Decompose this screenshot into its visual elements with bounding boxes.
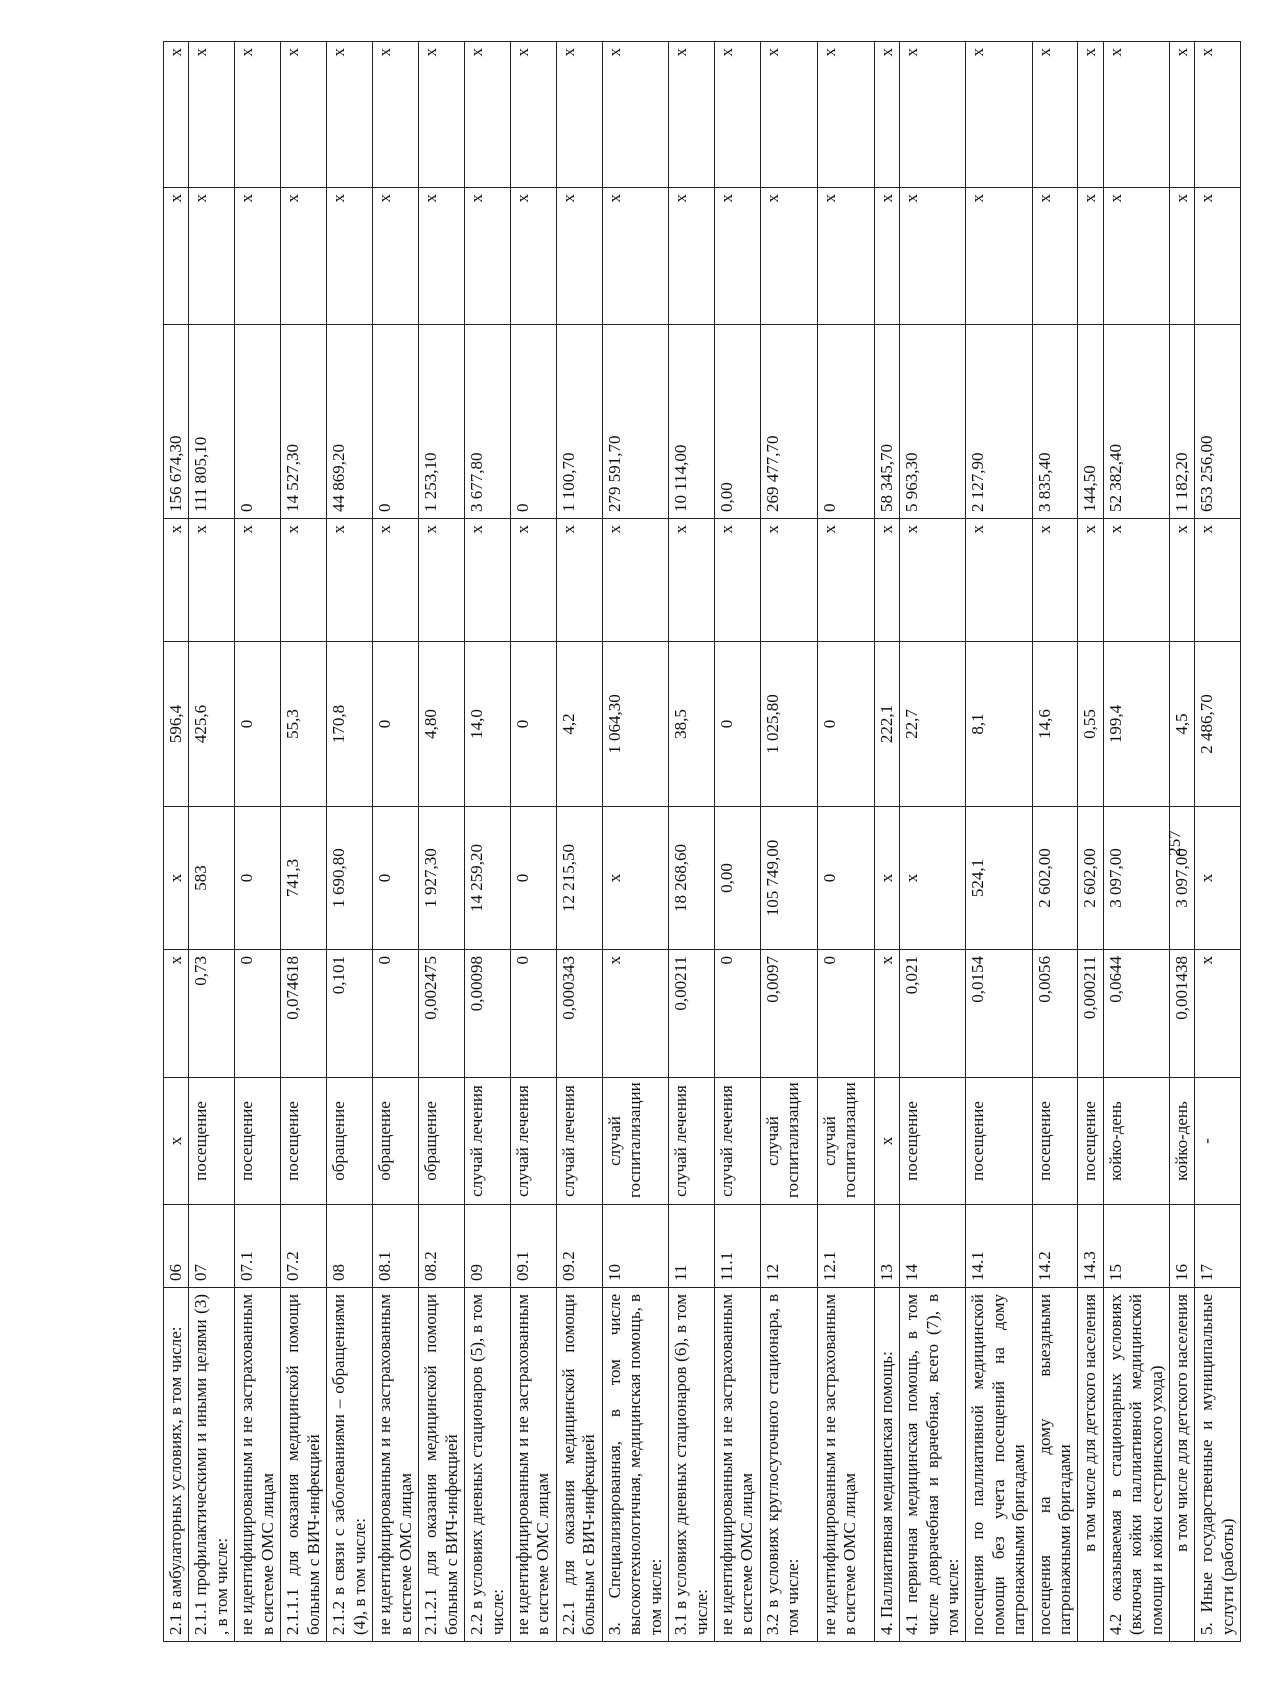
row-name-cell: 4.2 оказываемая в стационарных условиях (включая койки паллиативной медицинской помощи и койки сестринского ухода): [1103, 1288, 1169, 1642]
value-cell-c4: 0,101: [327, 950, 373, 1078]
value-cell-c5: 3 097,00: [1103, 807, 1169, 950]
value-cell-c6: 14,6: [1032, 642, 1078, 807]
row-name-cell: 2.2 в условиях дневных стационаров (5), в том числе:: [465, 1288, 511, 1642]
value-cell-c7: х: [817, 519, 874, 642]
value-cell-c4: 0,0644: [1103, 950, 1169, 1078]
row-name-cell: не идентифицированным и не застрахованным в системе ОМС лицам: [817, 1288, 874, 1642]
value-cell-c8: 0: [817, 325, 874, 519]
value-cell-c9: х: [760, 188, 817, 325]
value-cell-c9: х: [327, 188, 373, 325]
table-row: [714, 42, 760, 1642]
table-row: [874, 42, 899, 1642]
row-unit-cell: -: [1195, 1078, 1241, 1205]
value-cell-c4: 0: [235, 950, 281, 1078]
value-cell-c5: 105 749,00: [760, 807, 817, 950]
value-cell-c10: х: [510, 42, 556, 188]
value-cell-c9: х: [189, 188, 235, 325]
row-code-cell: 07.1: [235, 1205, 281, 1288]
table-row: [235, 42, 281, 1642]
value-cell-c10: х: [602, 42, 668, 188]
value-cell-c6: 22,7: [900, 642, 966, 807]
value-cell-c8: 144,50: [1078, 325, 1103, 519]
value-cell-c8: 5 963,30: [900, 325, 966, 519]
value-cell-c4: 0,0056: [1032, 950, 1078, 1078]
row-name-cell: 3. Специализированная, в том числе высокотехнологичная, медицинская помощь, в том числе:: [602, 1288, 668, 1642]
table-row: [465, 42, 511, 1642]
value-cell-c9: х: [602, 188, 668, 325]
row-code-cell: 07: [189, 1205, 235, 1288]
value-cell-c9: х: [900, 188, 966, 325]
value-cell-c9: х: [817, 188, 874, 325]
value-cell-c5: 0: [510, 807, 556, 950]
row-name-cell: не идентифицированным и не застрахованным в системе ОМС лицам: [714, 1288, 760, 1642]
table-row: [900, 42, 966, 1642]
value-cell-c5: 2 602,00: [1078, 807, 1103, 950]
value-cell-c6: 0: [373, 642, 419, 807]
row-name-cell: 3.1 в условиях дневных стационаров (6), в том числе:: [669, 1288, 715, 1642]
value-cell-c7: х: [235, 519, 281, 642]
value-cell-c4: 0,73: [189, 950, 235, 1078]
row-unit-cell: посещение: [281, 1078, 327, 1205]
value-cell-c7: х: [714, 519, 760, 642]
value-cell-c6: 170,8: [327, 642, 373, 807]
value-cell-c6: 55,3: [281, 642, 327, 807]
row-code-cell: 08.2: [419, 1205, 465, 1288]
value-cell-c8: 156 674,30: [164, 325, 189, 519]
table-row: [602, 42, 668, 1642]
value-cell-c7: х: [419, 519, 465, 642]
value-cell-c9: х: [1078, 188, 1103, 325]
value-cell-c8: 0,00: [714, 325, 760, 519]
value-cell-c7: х: [669, 519, 715, 642]
value-cell-c6: 0: [510, 642, 556, 807]
row-name-cell: 4.1 первичная медицинская помощь, в том числе доврачебная и врачебная, всего (7), в том числе:: [900, 1288, 966, 1642]
value-cell-c9: х: [1032, 188, 1078, 325]
financing-table: [163, 41, 1241, 1642]
value-cell-c8: 111 805,10: [189, 325, 235, 519]
row-unit-cell: х: [874, 1078, 899, 1205]
value-cell-c8: 0: [373, 325, 419, 519]
row-unit-cell: обращение: [419, 1078, 465, 1205]
value-cell-c8: 58 345,70: [874, 325, 899, 519]
value-cell-c4: 0,00211: [669, 950, 715, 1078]
row-unit-cell: случай лечения: [510, 1078, 556, 1205]
table-row: [164, 42, 189, 1642]
value-cell-c7: х: [465, 519, 511, 642]
value-cell-c5: 14 259,20: [465, 807, 511, 950]
row-name-cell: 2.1 в амбулаторных условиях, в том числе:: [164, 1288, 189, 1642]
table-row: [669, 42, 715, 1642]
row-code-cell: 06: [164, 1205, 189, 1288]
value-cell-c10: х: [714, 42, 760, 188]
value-cell-c8: 1 100,70: [556, 325, 602, 519]
value-cell-c5: 0: [373, 807, 419, 950]
value-cell-c7: х: [556, 519, 602, 642]
value-cell-c8: 3 677,80: [465, 325, 511, 519]
row-code-cell: 14.1: [966, 1205, 1032, 1288]
value-cell-c9: х: [1169, 188, 1194, 325]
value-cell-c9: х: [1103, 188, 1169, 325]
table-row: [1078, 42, 1103, 1642]
value-cell-c10: х: [1169, 42, 1194, 188]
value-cell-c5: 0,00: [714, 807, 760, 950]
table-row: [556, 42, 602, 1642]
value-cell-c10: х: [1195, 42, 1241, 188]
value-cell-c6: 199,4: [1103, 642, 1169, 807]
value-cell-c10: х: [669, 42, 715, 188]
row-unit-cell: посещение: [966, 1078, 1032, 1205]
value-cell-c9: х: [1195, 188, 1241, 325]
row-name-cell: 2.1.2 в связи с заболеваниями – обращениями (4), в том числе:: [327, 1288, 373, 1642]
value-cell-c7: х: [602, 519, 668, 642]
value-cell-c4: х: [874, 950, 899, 1078]
value-cell-c8: 0: [510, 325, 556, 519]
value-cell-c7: х: [189, 519, 235, 642]
row-unit-cell: посещение: [1078, 1078, 1103, 1205]
value-cell-c4: 0,002475: [419, 950, 465, 1078]
row-name-cell: не идентифицированным и не застрахованным в системе ОМС лицам: [510, 1288, 556, 1642]
value-cell-c4: 0,001438: [1169, 950, 1194, 1078]
value-cell-c10: х: [817, 42, 874, 188]
value-cell-c4: 0,021: [900, 950, 966, 1078]
value-cell-c10: х: [327, 42, 373, 188]
value-cell-c7: х: [1103, 519, 1169, 642]
row-code-cell: 11: [669, 1205, 715, 1288]
value-cell-c5: 0: [817, 807, 874, 950]
value-cell-c7: х: [281, 519, 327, 642]
row-unit-cell: случай лечения: [669, 1078, 715, 1205]
value-cell-c7: х: [1195, 519, 1241, 642]
row-unit-cell: посещение: [1032, 1078, 1078, 1205]
value-cell-c6: 4,2: [556, 642, 602, 807]
value-cell-c10: х: [235, 42, 281, 188]
value-cell-c8: 44 869,20: [327, 325, 373, 519]
row-code-cell: 08: [327, 1205, 373, 1288]
row-unit-cell: случай госпитализации: [602, 1078, 668, 1205]
value-cell-c4: 0: [510, 950, 556, 1078]
value-cell-c9: х: [281, 188, 327, 325]
row-name-cell: 3.2 в условиях круглосуточного стационара, в том числе:: [760, 1288, 817, 1642]
value-cell-c7: х: [327, 519, 373, 642]
row-name-cell: не идентифицированным и не застрахованным в системе ОМС лицам: [373, 1288, 419, 1642]
value-cell-c8: 2 127,90: [966, 325, 1032, 519]
value-cell-c9: х: [164, 188, 189, 325]
table-row: [1195, 42, 1241, 1642]
row-code-cell: 17: [1195, 1205, 1241, 1288]
row-code-cell: 08.1: [373, 1205, 419, 1288]
value-cell-c4: 0: [714, 950, 760, 1078]
value-cell-c4: 0,074618: [281, 950, 327, 1078]
table-row: [510, 42, 556, 1642]
value-cell-c7: х: [164, 519, 189, 642]
value-cell-c4: 0,0097: [760, 950, 817, 1078]
value-cell-c10: х: [874, 42, 899, 188]
row-code-cell: 09: [465, 1205, 511, 1288]
table-row: [817, 42, 874, 1642]
value-cell-c8: 279 591,70: [602, 325, 668, 519]
value-cell-c10: х: [1103, 42, 1169, 188]
row-name-cell: 5. Иные государственные и муниципальные услуги (работы): [1195, 1288, 1241, 1642]
value-cell-c10: х: [164, 42, 189, 188]
value-cell-c8: 52 382,40: [1103, 325, 1169, 519]
row-unit-cell: посещение: [235, 1078, 281, 1205]
value-cell-c7: х: [1032, 519, 1078, 642]
value-cell-c6: 14,0: [465, 642, 511, 807]
value-cell-c8: 14 527,30: [281, 325, 327, 519]
value-cell-c4: х: [1195, 950, 1241, 1078]
row-unit-cell: случай лечения: [465, 1078, 511, 1205]
value-cell-c5: 524,1: [966, 807, 1032, 950]
row-unit-cell: посещение: [900, 1078, 966, 1205]
table-row: [327, 42, 373, 1642]
row-name-cell: не идентифицированным и не застрахованным в системе ОМС лицам: [235, 1288, 281, 1642]
value-cell-c10: х: [1032, 42, 1078, 188]
value-cell-c6: 222,1: [874, 642, 899, 807]
value-cell-c5: х: [874, 807, 899, 950]
row-name-cell: в том числе для детского населения: [1078, 1288, 1103, 1642]
value-cell-c6: 596,4: [164, 642, 189, 807]
row-name-cell: 4. Паллиативная медицинская помощь:: [874, 1288, 899, 1642]
value-cell-c9: х: [373, 188, 419, 325]
value-cell-c9: х: [714, 188, 760, 325]
row-unit-cell: случай госпитализации: [817, 1078, 874, 1205]
row-code-cell: 14.2: [1032, 1205, 1078, 1288]
row-unit-cell: койко-день: [1103, 1078, 1169, 1205]
value-cell-c8: 1 182,20: [1169, 325, 1194, 519]
table-row: [1032, 42, 1078, 1642]
value-cell-c10: х: [1078, 42, 1103, 188]
value-cell-c4: х: [164, 950, 189, 1078]
row-unit-cell: посещение: [189, 1078, 235, 1205]
row-name-cell: посещения на дому выездными патронажными бригадами: [1032, 1288, 1078, 1642]
value-cell-c6: 4,5: [1169, 642, 1194, 807]
row-unit-cell: х: [164, 1078, 189, 1205]
value-cell-c10: х: [373, 42, 419, 188]
row-unit-cell: случай госпитализации: [760, 1078, 817, 1205]
page-number: [1155, 823, 1195, 863]
value-cell-c5: 1 927,30: [419, 807, 465, 950]
table-row: [419, 42, 465, 1642]
value-cell-c6: 0: [235, 642, 281, 807]
row-code-cell: 16: [1169, 1205, 1194, 1288]
row-code-cell: 12: [760, 1205, 817, 1288]
value-cell-c4: 0: [373, 950, 419, 1078]
value-cell-c5: х: [900, 807, 966, 950]
table-body: [164, 42, 1241, 1642]
value-cell-c8: 0: [235, 325, 281, 519]
value-cell-c10: х: [189, 42, 235, 188]
row-name-cell: в том числе для детского населения: [1169, 1288, 1194, 1642]
value-cell-c10: х: [966, 42, 1032, 188]
value-cell-c7: х: [760, 519, 817, 642]
value-cell-c8: 653 256,00: [1195, 325, 1241, 519]
value-cell-c7: х: [1169, 519, 1194, 642]
value-cell-c4: 0,0154: [966, 950, 1032, 1078]
value-cell-c9: х: [510, 188, 556, 325]
value-cell-c7: х: [373, 519, 419, 642]
value-cell-c7: х: [966, 519, 1032, 642]
value-cell-c9: х: [874, 188, 899, 325]
value-cell-c6: 0: [817, 642, 874, 807]
value-cell-c9: х: [556, 188, 602, 325]
row-code-cell: 10: [602, 1205, 668, 1288]
row-code-cell: 14: [900, 1205, 966, 1288]
value-cell-c5: 3 097,00: [1169, 807, 1194, 950]
row-code-cell: 15: [1103, 1205, 1169, 1288]
value-cell-c8: 10 114,00: [669, 325, 715, 519]
value-cell-c5: 583: [189, 807, 235, 950]
table-row: [281, 42, 327, 1642]
value-cell-c5: 1 690,80: [327, 807, 373, 950]
value-cell-c6: 38,5: [669, 642, 715, 807]
value-cell-c6: 4,80: [419, 642, 465, 807]
row-code-cell: 12.1: [817, 1205, 874, 1288]
row-unit-cell: койко-день: [1169, 1078, 1194, 1205]
value-cell-c8: 3 835,40: [1032, 325, 1078, 519]
row-name-cell: посещения по паллиативной медицинской помощи без учета посещений на дому патронажными бригадами: [966, 1288, 1032, 1642]
value-cell-c5: 0: [235, 807, 281, 950]
row-unit-cell: случай лечения: [556, 1078, 602, 1205]
value-cell-c6: 2 486,70: [1195, 642, 1241, 807]
row-name-cell: 2.1.2.1 для оказания медицинской помощи больным с ВИЧ-инфекцией: [419, 1288, 465, 1642]
value-cell-c9: х: [419, 188, 465, 325]
value-cell-c6: 1 025,80: [760, 642, 817, 807]
value-cell-c5: х: [1195, 807, 1241, 950]
table-row: [189, 42, 235, 1642]
page-number-text: 257: [1165, 830, 1184, 856]
value-cell-c7: х: [1078, 519, 1103, 642]
row-code-cell: 09.1: [510, 1205, 556, 1288]
row-name-cell: 2.1.1.1 для оказания медицинской помощи больным с ВИЧ-инфекцией: [281, 1288, 327, 1642]
value-cell-c8: 1 253,10: [419, 325, 465, 519]
row-code-cell: 14.3: [1078, 1205, 1103, 1288]
value-cell-c5: х: [164, 807, 189, 950]
value-cell-c4: 0,00098: [465, 950, 511, 1078]
row-unit-cell: случай лечения: [714, 1078, 760, 1205]
value-cell-c6: 0: [714, 642, 760, 807]
table-row: [373, 42, 419, 1642]
value-cell-c5: 18 268,60: [669, 807, 715, 950]
row-unit-cell: обращение: [373, 1078, 419, 1205]
value-cell-c5: 741,3: [281, 807, 327, 950]
value-cell-c5: 2 602,00: [1032, 807, 1078, 950]
value-cell-c10: х: [760, 42, 817, 188]
value-cell-c6: 0,55: [1078, 642, 1103, 807]
value-cell-c10: х: [900, 42, 966, 188]
value-cell-c7: х: [874, 519, 899, 642]
value-cell-c9: х: [966, 188, 1032, 325]
value-cell-c4: 0,000343: [556, 950, 602, 1078]
row-name-cell: 2.1.1 профилактическими и иными целями (3) , в том числе:: [189, 1288, 235, 1642]
value-cell-c10: х: [281, 42, 327, 188]
row-code-cell: 07.2: [281, 1205, 327, 1288]
value-cell-c4: х: [602, 950, 668, 1078]
table-row: [760, 42, 817, 1642]
value-cell-c7: х: [510, 519, 556, 642]
value-cell-c6: 1 064,30: [602, 642, 668, 807]
value-cell-c7: х: [900, 519, 966, 642]
value-cell-c10: х: [556, 42, 602, 188]
table-row: [966, 42, 1032, 1642]
value-cell-c4: 0: [817, 950, 874, 1078]
row-code-cell: 13: [874, 1205, 899, 1288]
value-cell-c10: х: [465, 42, 511, 188]
rotated-page: [163, 42, 1263, 1642]
value-cell-c5: х: [602, 807, 668, 950]
row-code-cell: 09.2: [556, 1205, 602, 1288]
value-cell-c5: 12 215,50: [556, 807, 602, 950]
value-cell-c6: 425,6: [189, 642, 235, 807]
value-cell-c9: х: [669, 188, 715, 325]
value-cell-c10: х: [419, 42, 465, 188]
value-cell-c6: 8,1: [966, 642, 1032, 807]
row-unit-cell: обращение: [327, 1078, 373, 1205]
value-cell-c4: 0,000211: [1078, 950, 1103, 1078]
row-name-cell: 2.2.1 для оказания медицинской помощи больным с ВИЧ-инфекцией: [556, 1288, 602, 1642]
value-cell-c9: х: [465, 188, 511, 325]
value-cell-c8: 269 477,70: [760, 325, 817, 519]
row-code-cell: 11.1: [714, 1205, 760, 1288]
value-cell-c9: х: [235, 188, 281, 325]
